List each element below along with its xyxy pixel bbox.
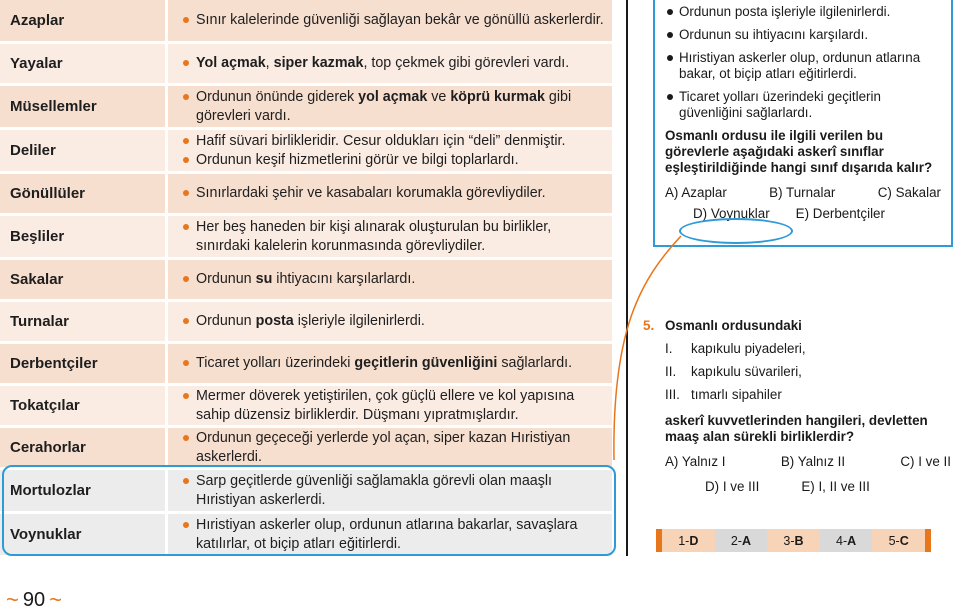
troop-description (168, 302, 612, 341)
answer-key-cell: 3- B (767, 529, 820, 552)
troop-description (168, 470, 612, 511)
q4-option-e[interactable]: E) Derbentçiler (795, 206, 885, 221)
question-5 (643, 318, 951, 495)
description-bullet: Ordunun keşif hizmetlerini görür ve bilgi toplarlardı. (183, 151, 606, 170)
answer-key-bar (656, 529, 931, 552)
q4-item: Ordunun su ihtiyacını karşılardı. (665, 27, 941, 43)
column-divider (626, 0, 628, 556)
troop-row (0, 260, 612, 302)
troop-name: Mortulozlar (0, 470, 168, 511)
troop-description (168, 260, 612, 299)
troop-row (0, 470, 612, 514)
q4-option-c[interactable]: C) Sakalar (877, 185, 941, 200)
troop-row (0, 302, 612, 344)
troop-description (168, 428, 612, 467)
troop-name: Cerahorlar (0, 428, 168, 467)
answer-key-cell: 1- D (662, 529, 715, 552)
description-bullet: Mermer döverek yetiştirilen, çok güçlü ellere ve kol yapısına sahip düzensiz birliklerdir. Düşmanı yıpratmışlardır. (183, 387, 606, 425)
troop-row (0, 428, 612, 470)
page-number-value: 90 (22, 588, 46, 611)
troop-name: Turnalar (0, 302, 168, 341)
troop-description (168, 344, 612, 383)
description-bullet: Sınır kalelerinde güvenliği sağlayan bekâr ve gönüllü askerlerdir. (183, 11, 606, 30)
description-bullet: Yol açmak, siper kazmak, top çekmek gibi görevleri vardı. (183, 54, 606, 73)
troop-description (168, 216, 612, 257)
troop-row (0, 0, 612, 44)
troop-row (0, 386, 612, 428)
troop-name: Gönüllüler (0, 174, 168, 213)
troop-name: Beşliler (0, 216, 168, 257)
description-bullet: Hafif süvari birlikleridir. Cesur oldukları için “deli” denmiştir. (183, 132, 606, 151)
description-bullet: Ticaret yolları üzerindeki geçitlerin güvenliğini sağlarlardı. (183, 354, 606, 373)
troop-description (168, 0, 612, 41)
q5-options-row (643, 454, 951, 470)
q5-number: 5. (643, 318, 655, 333)
troop-row (0, 174, 612, 216)
answer-key-cell: 4- A (820, 529, 873, 552)
troop-name: Derbentçiler (0, 344, 168, 383)
troop-row (0, 514, 612, 558)
description-bullet: Ordunun geçeceği yerlerde yol açan, siper kazan Hıristiyan askerlerdi. (183, 429, 606, 467)
q5-roman-item: I. kapıkulu piyadeleri, (665, 341, 806, 356)
question-4-box (653, 0, 953, 247)
q5-stem: askerî kuvvetlerinden hangileri, devletten maaş alan sürekli birliklerdir? (665, 413, 928, 444)
troop-name: Müsellemler (0, 86, 168, 127)
troop-description (168, 514, 612, 555)
troop-name: Azaplar (0, 0, 168, 41)
q4-item: Ticaret yolları üzerindeki geçitlerin güvenliğini sağlarlardı. (665, 89, 941, 121)
troop-description (168, 86, 612, 127)
q5-roman-item: II. kapıkulu süvarileri, (665, 364, 802, 379)
troop-description (168, 44, 612, 83)
troop-row (0, 86, 612, 130)
q4-option-b[interactable]: B) Turnalar (769, 185, 836, 200)
q4-stem: Osmanlı ordusu ile ilgili verilen bu görevlerle aşağıdaki askerî sınıflar eşleştirildiğinde hangi sınıf dışarıda kalır? (665, 128, 933, 175)
q4-item: Hıristiyan askerler olup, ordunun atlarına bakar, ot biçip atları eğitirlerdi. (665, 50, 941, 82)
q4-option-a[interactable]: A) Azaplar (665, 185, 727, 200)
troop-name: Voynuklar (0, 514, 168, 555)
description-bullet: Sınırlardaki şehir ve kasabaları korumakla görevliydiler. (183, 184, 606, 203)
troop-name: Deliler (0, 130, 168, 171)
description-bullet: Ordunun su ihtiyacını karşılarlardı. (183, 270, 606, 289)
troop-row (0, 344, 612, 386)
answer-circle (679, 218, 793, 244)
troop-name: Tokatçılar (0, 386, 168, 425)
page-number (6, 587, 62, 613)
troop-description (168, 130, 612, 171)
troop-description (168, 174, 612, 213)
description-bullet: Ordunun önünde giderek yol açmak ve köprü kurmak gibi görevleri vardı. (183, 88, 606, 126)
troop-row (0, 44, 612, 86)
troop-row (0, 130, 612, 174)
q5-option-b[interactable]: B) Yalnız II (780, 454, 846, 469)
q4-option-d[interactable]: D) Voynuklar (693, 206, 770, 221)
q5-option-a[interactable]: A) Yalnız I (665, 454, 726, 469)
q5-option-e[interactable]: E) I, II ve III (801, 479, 870, 494)
q4-options-row (665, 185, 941, 201)
answer-key-cell: 5- C (872, 529, 925, 552)
tilde-left: ~ (6, 587, 19, 612)
description-bullet: Sarp geçitlerde güvenliği sağlamakla görevli olan maaşlı Hıristiyan askerlerdi. (183, 472, 606, 510)
troop-description (168, 386, 612, 425)
description-bullet: Hıristiyan askerler olup, ordunun atlarına bakarlar, savaşlara katılırlar, ot biçip atları eğitirlerdi. (183, 516, 606, 554)
tilde-right: ~ (49, 587, 62, 612)
troop-name: Yayalar (0, 44, 168, 83)
q5-option-d[interactable]: D) I ve III (705, 479, 760, 494)
description-bullet: Her beş haneden bir kişi alınarak oluşturulan bu birlikler, sınırdaki kalelerin korunmasında görevliydiler. (183, 218, 606, 256)
q5-title: Osmanlı ordusundaki (665, 318, 802, 333)
description-bullet: Ordunun posta işleriyle ilgilenirlerdi. (183, 312, 606, 331)
q5-roman-item: III. tımarlı sipahiler (665, 387, 782, 402)
troop-row (0, 216, 612, 260)
q4-item: Ordunun posta işleriyle ilgilenirlerdi. (665, 4, 941, 20)
answer-key-cell: 2- A (715, 529, 768, 552)
q5-options-row-2 (643, 479, 951, 495)
troop-name: Sakalar (0, 260, 168, 299)
q5-option-c[interactable]: C) I ve II (900, 454, 951, 469)
